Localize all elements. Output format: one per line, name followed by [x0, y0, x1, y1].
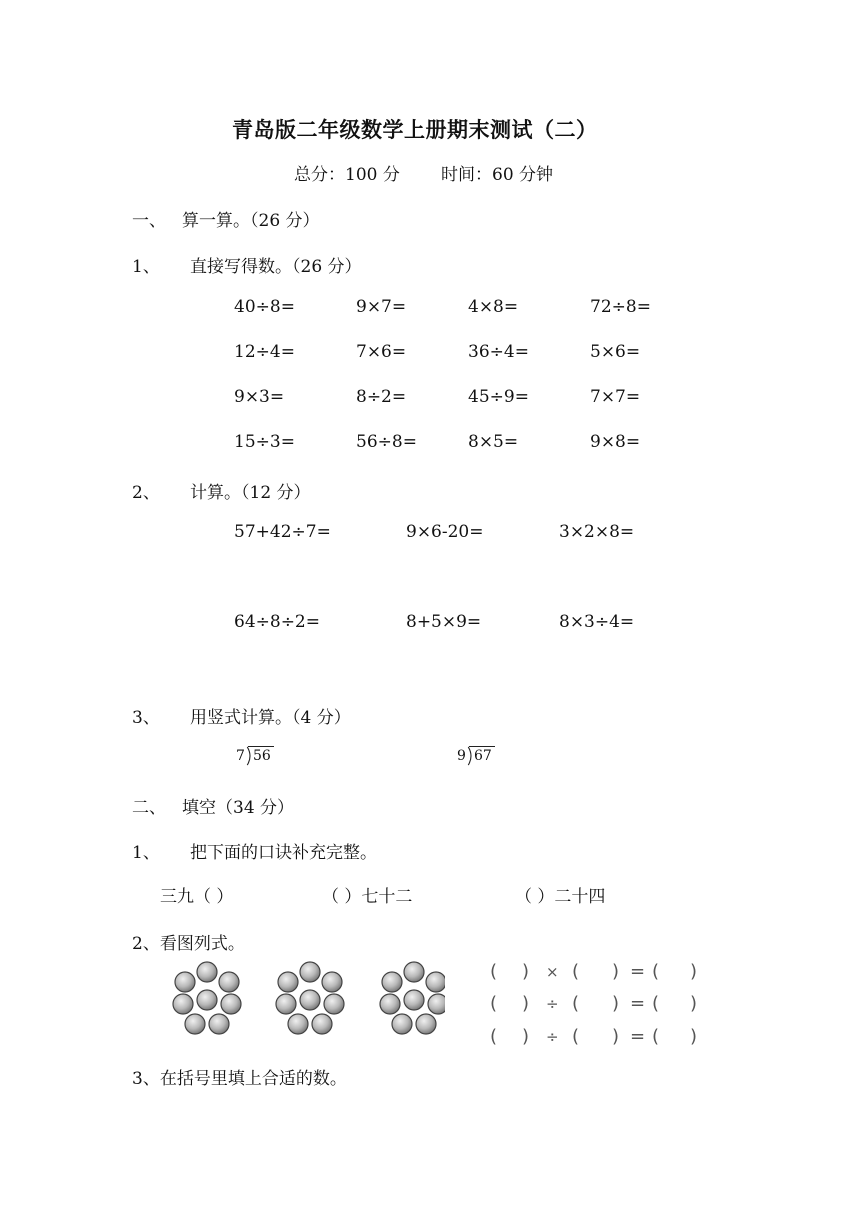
open-paren: (	[652, 961, 660, 982]
close-paren: )	[522, 1026, 530, 1047]
open-paren: (	[572, 961, 580, 982]
circle	[175, 972, 195, 992]
q1-instruction: 直接写得数。（26 分）	[190, 257, 362, 277]
circle-group-1	[173, 962, 241, 1034]
rhyme-3: （ ）二十四	[515, 887, 606, 907]
circle-group-2	[276, 962, 344, 1034]
oral-r3-c4: 7×7=	[590, 387, 641, 407]
circle-groups-figure	[165, 958, 445, 1038]
circle	[300, 990, 320, 1010]
oral-r1-c2: 9×7=	[356, 297, 407, 317]
close-paren: )	[690, 1026, 698, 1047]
oral-r2-c3: 36÷4=	[468, 342, 529, 362]
circle	[219, 972, 239, 992]
oral-r1-c4: 72÷8=	[590, 297, 651, 317]
close-paren: )	[522, 993, 530, 1014]
oral-r2-c1: 12÷4=	[234, 342, 295, 362]
oral-r3-c3: 45÷9=	[468, 387, 529, 407]
circle-group-3	[380, 962, 445, 1034]
oral-r1-c1: 40÷8=	[234, 297, 295, 317]
circle	[312, 1014, 332, 1034]
circle	[322, 972, 342, 992]
oral-r4-c2: 56÷8=	[356, 432, 417, 452]
equation-row-3	[490, 1026, 705, 1050]
section1-number: 一、	[132, 211, 166, 231]
calc-r2-c3: 8×3÷4=	[559, 612, 635, 632]
circle	[278, 972, 298, 992]
long-division-1	[236, 746, 276, 768]
section2-number: 二、	[132, 798, 166, 818]
open-paren: (	[652, 993, 660, 1014]
open-paren: (	[490, 961, 498, 982]
equation-row-2	[490, 993, 705, 1017]
equation-row-1	[490, 961, 705, 985]
circle	[221, 994, 241, 1014]
circle	[428, 994, 445, 1014]
q3-number: 3、	[132, 708, 160, 728]
section1-heading: 算一算。（26 分）	[182, 211, 320, 231]
equals-sign: =	[630, 1026, 646, 1047]
close-paren: )	[612, 993, 620, 1014]
circle	[209, 1014, 229, 1034]
calc-r2-c2: 8+5×9=	[406, 612, 482, 632]
section2-heading: 填空（34 分）	[182, 798, 295, 818]
circle	[300, 962, 320, 982]
circle	[197, 990, 217, 1010]
operator: ×	[546, 963, 559, 981]
oral-r4-c1: 15÷3=	[234, 432, 295, 452]
close-paren: )	[612, 1026, 620, 1047]
s2-q1-number: 1、	[132, 843, 160, 863]
open-paren: (	[490, 993, 498, 1014]
s2-q1-instruction: 把下面的口诀补充完整。	[190, 843, 377, 863]
oral-r4-c4: 9×8=	[590, 432, 641, 452]
circle	[173, 994, 193, 1014]
oral-r2-c4: 5×6=	[590, 342, 641, 362]
circle	[392, 1014, 412, 1034]
q1-number: 1、	[132, 257, 160, 277]
close-paren: )	[522, 961, 530, 982]
oral-r4-c3: 8×5=	[468, 432, 519, 452]
close-paren: )	[690, 993, 698, 1014]
rhyme-2: （ ）七十二	[322, 887, 413, 907]
s2-q2-instruction: 2、看图列式。	[132, 934, 245, 954]
oral-r3-c2: 8÷2=	[356, 387, 407, 407]
close-paren: )	[690, 961, 698, 982]
circle	[426, 972, 445, 992]
q2-number: 2、	[132, 483, 160, 503]
open-paren: (	[572, 1026, 580, 1047]
circle	[404, 990, 424, 1010]
circle	[185, 1014, 205, 1034]
oral-r1-c3: 4×8=	[468, 297, 519, 317]
q3-instruction: 用竖式计算。（4 分）	[190, 708, 351, 728]
vinculum-1	[248, 746, 274, 747]
equals-sign: =	[630, 961, 646, 982]
long-division-2	[457, 746, 497, 768]
operator: ÷	[546, 1028, 559, 1046]
circle	[197, 962, 217, 982]
calc-r1-c3: 3×2×8=	[559, 522, 635, 542]
page-title: 青岛版二年级数学上册期末测试（二）	[232, 117, 598, 142]
equals-sign: =	[630, 993, 646, 1014]
vinculum-2	[469, 746, 495, 747]
calc-r1-c1: 57+42÷7=	[234, 522, 331, 542]
total-score: 总分：100 分	[294, 165, 400, 185]
open-paren: (	[652, 1026, 660, 1047]
circle	[404, 962, 424, 982]
q2-instruction: 计算。（12 分）	[190, 483, 311, 503]
rhyme-1: 三九（ ）	[160, 887, 234, 907]
time-limit: 时间：60 分钟	[441, 165, 554, 185]
operator: ÷	[546, 995, 559, 1013]
circle	[324, 994, 344, 1014]
s2-q3-instruction: 3、在括号里填上合适的数。	[132, 1069, 347, 1089]
open-paren: (	[490, 1026, 498, 1047]
oral-r2-c2: 7×6=	[356, 342, 407, 362]
dividend-2: 67	[474, 748, 492, 764]
circle	[276, 994, 296, 1014]
circle	[382, 972, 402, 992]
calc-r1-c2: 9×6-20=	[406, 522, 484, 542]
circle	[288, 1014, 308, 1034]
circle	[416, 1014, 436, 1034]
close-paren: )	[612, 961, 620, 982]
divisor-2: 9	[457, 748, 466, 764]
oral-r3-c1: 9×3=	[234, 387, 285, 407]
open-paren: (	[572, 993, 580, 1014]
divisor-1: 7	[236, 748, 245, 764]
circle	[380, 994, 400, 1014]
dividend-1: 56	[253, 748, 271, 764]
calc-r2-c1: 64÷8÷2=	[234, 612, 320, 632]
